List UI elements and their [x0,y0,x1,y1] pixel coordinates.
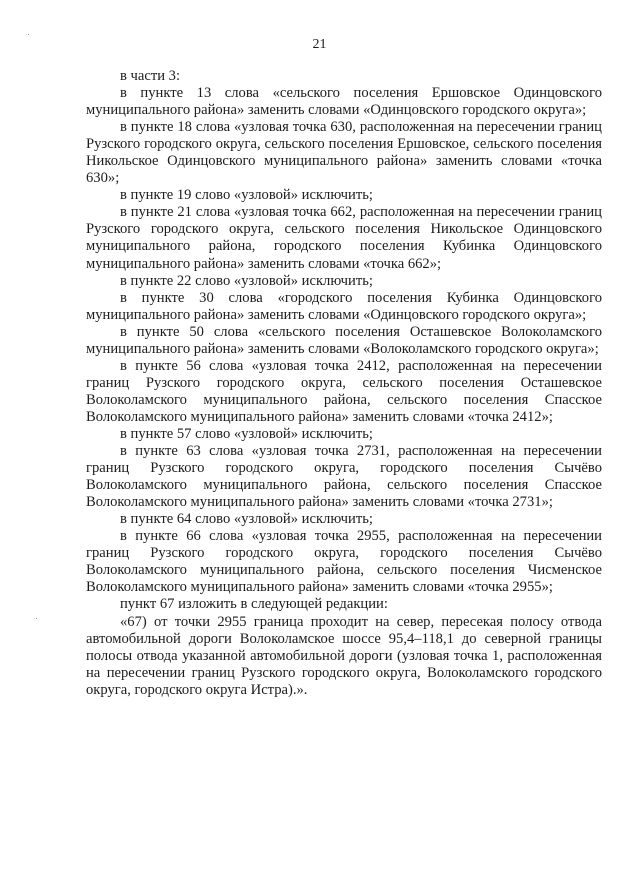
paragraph-item-19: в пункте 19 слово «узловой» исключить; [120,187,373,204]
paragraph-item-21: в пункте 21 слова «узловая точка 662, расположенная на пересечении границ Рузского городского округа, сельского поселения Никольское Одинцовского муниципального района, городского поселения Кубинка Одинцовского муниципального района» заменить словами «точка 662»; [86,204,602,272]
paragraph-item-18: в пункте 18 слова «узловая точка 630, расположенная на пересечении границ Рузского городского округа, сельского поселения Ершовское, сельского поселения Никольское Одинцовского муниципального района» заменить словами «точка 630»; [86,119,602,187]
paragraph-item-64: в пункте 64 слово «узловой» исключить; [120,511,373,528]
paragraph-item-67-intro: пункт 67 изложить в следующей редакции: [120,596,388,613]
paragraph-item-66: в пункте 66 слова «узловая точка 2955, расположенная на пересечении границ Рузского городского округа, городского поселения Сычёво Волоколамского муниципального района, сельского поселения Чисменское Волоколамского муниципального района» заменить словами «точка 2955»; [86,528,602,596]
document-body [86,68,602,699]
scan-speck [36,618,37,619]
paragraph-item-57: в пункте 57 слово «узловой» исключить; [120,425,373,442]
paragraph-item-63: в пункте 63 слова «узловая точка 2731, расположенная на пересечении границ Рузского городского округа, городского поселения Сычёво Волоколамского муниципального района, сельского поселения Спасское Волоколамского муниципального района» заменить словами «точка 2731»; [86,443,602,511]
paragraph-item-67-text: «67) от точки 2955 граница проходит на север, пересекая полосу отвода автомобильной дороги Волоколамское шоссе 95,4–118,1 до северной границы полосы отвода указанной автомобильной дороги (узловая точка 1, расположенная на пересечении границ Рузского городского округа, Волоколамского городского округа, городского округа Истра).». [86,613,602,698]
scan-speck [28,34,29,35]
paragraph-intro: в части 3: [120,68,181,84]
paragraph-item-22: в пункте 22 слово «узловой» исключить; [120,272,373,289]
paragraph-item-50: в пункте 50 слова «сельского поселения Осташевское Волоколамского муниципального района» заменить словами «Волоколамского городского округа»; [86,323,602,357]
paragraph-item-30: в пункте 30 слова «городского поселения Кубинка Одинцовского муниципального района» заменить словами «Одинцовского городского округа»; [86,289,602,323]
paragraph-item-13: в пункте 13 слова «сельского поселения Ершовское Одинцовского муниципального района» заменить словами «Одинцовского городского округа»; [86,85,602,119]
paragraph-item-56: в пункте 56 слова «узловая точка 2412, расположенная на пересечении границ Рузского городского округа, сельского поселения Осташевское Волоколамского муниципального района, сельского поселения Спасское Волоколамского муниципального района» заменить словами «точка 2412»; [86,357,602,425]
page-number: 21 [312,37,327,52]
